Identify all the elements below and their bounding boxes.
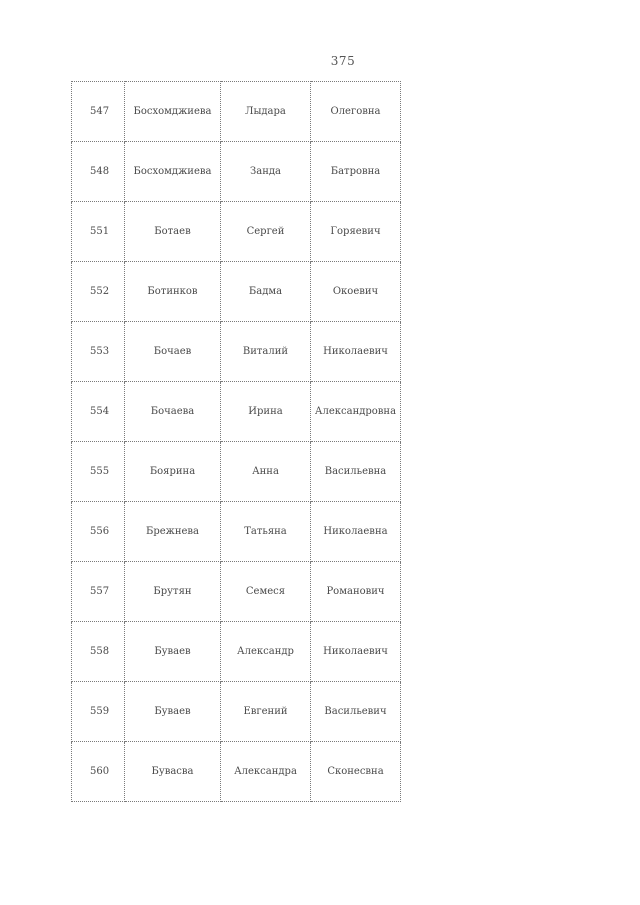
patronymic: Окоевич bbox=[311, 262, 401, 322]
last-name: Бочаева bbox=[125, 382, 221, 442]
table-row bbox=[72, 682, 401, 742]
row-number: 553 bbox=[72, 322, 125, 382]
last-name: Боярина bbox=[125, 442, 221, 502]
row-number: 560 bbox=[72, 742, 125, 802]
patronymic: Горяевич bbox=[311, 202, 401, 262]
patronymic: Николаевна bbox=[311, 502, 401, 562]
table-row bbox=[72, 742, 401, 802]
patronymic: Николаевич bbox=[311, 622, 401, 682]
patronymic: Николаевич bbox=[311, 322, 401, 382]
row-number: 556 bbox=[72, 502, 125, 562]
table-row bbox=[72, 382, 401, 442]
last-name: Ботинков bbox=[125, 262, 221, 322]
table-row bbox=[72, 622, 401, 682]
last-name: Буваев bbox=[125, 622, 221, 682]
table-row bbox=[72, 82, 401, 142]
row-number: 555 bbox=[72, 442, 125, 502]
row-number: 547 bbox=[72, 82, 125, 142]
last-name: Босхомджиева bbox=[125, 82, 221, 142]
patronymic: Александровна bbox=[311, 382, 401, 442]
names-table bbox=[71, 81, 401, 802]
first-name: Виталий bbox=[221, 322, 311, 382]
patronymic: Васильевич bbox=[311, 682, 401, 742]
patronymic: Батровна bbox=[311, 142, 401, 202]
last-name: Бочаев bbox=[125, 322, 221, 382]
last-name: Брежнева bbox=[125, 502, 221, 562]
last-name: Брутян bbox=[125, 562, 221, 622]
table-row bbox=[72, 322, 401, 382]
row-number: 557 bbox=[72, 562, 125, 622]
table-row bbox=[72, 202, 401, 262]
first-name: Анна bbox=[221, 442, 311, 502]
first-name: Семеся bbox=[221, 562, 311, 622]
first-name: Сергей bbox=[221, 202, 311, 262]
table-row bbox=[72, 562, 401, 622]
patronymic: Сконесвна bbox=[311, 742, 401, 802]
first-name: Занда bbox=[221, 142, 311, 202]
patronymic: Васильевна bbox=[311, 442, 401, 502]
row-number: 558 bbox=[72, 622, 125, 682]
names-table-body bbox=[72, 82, 401, 802]
last-name: Буваев bbox=[125, 682, 221, 742]
first-name: Ирина bbox=[221, 382, 311, 442]
row-number: 559 bbox=[72, 682, 125, 742]
row-number: 554 bbox=[72, 382, 125, 442]
first-name: Евгений bbox=[221, 682, 311, 742]
first-name: Александра bbox=[221, 742, 311, 802]
row-number: 548 bbox=[72, 142, 125, 202]
last-name: Ботаев bbox=[125, 202, 221, 262]
page-number: 375 bbox=[330, 54, 356, 68]
row-number: 551 bbox=[72, 202, 125, 262]
last-name: Босхомджиева bbox=[125, 142, 221, 202]
table-row bbox=[72, 262, 401, 322]
table-row bbox=[72, 142, 401, 202]
row-number: 552 bbox=[72, 262, 125, 322]
first-name: Александр bbox=[221, 622, 311, 682]
patronymic: Романович bbox=[311, 562, 401, 622]
last-name: Бувасва bbox=[125, 742, 221, 802]
patronymic: Олеговна bbox=[311, 82, 401, 142]
first-name: Лыдара bbox=[221, 82, 311, 142]
table-row bbox=[72, 502, 401, 562]
table-row bbox=[72, 442, 401, 502]
first-name: Бадма bbox=[221, 262, 311, 322]
first-name: Татьяна bbox=[221, 502, 311, 562]
